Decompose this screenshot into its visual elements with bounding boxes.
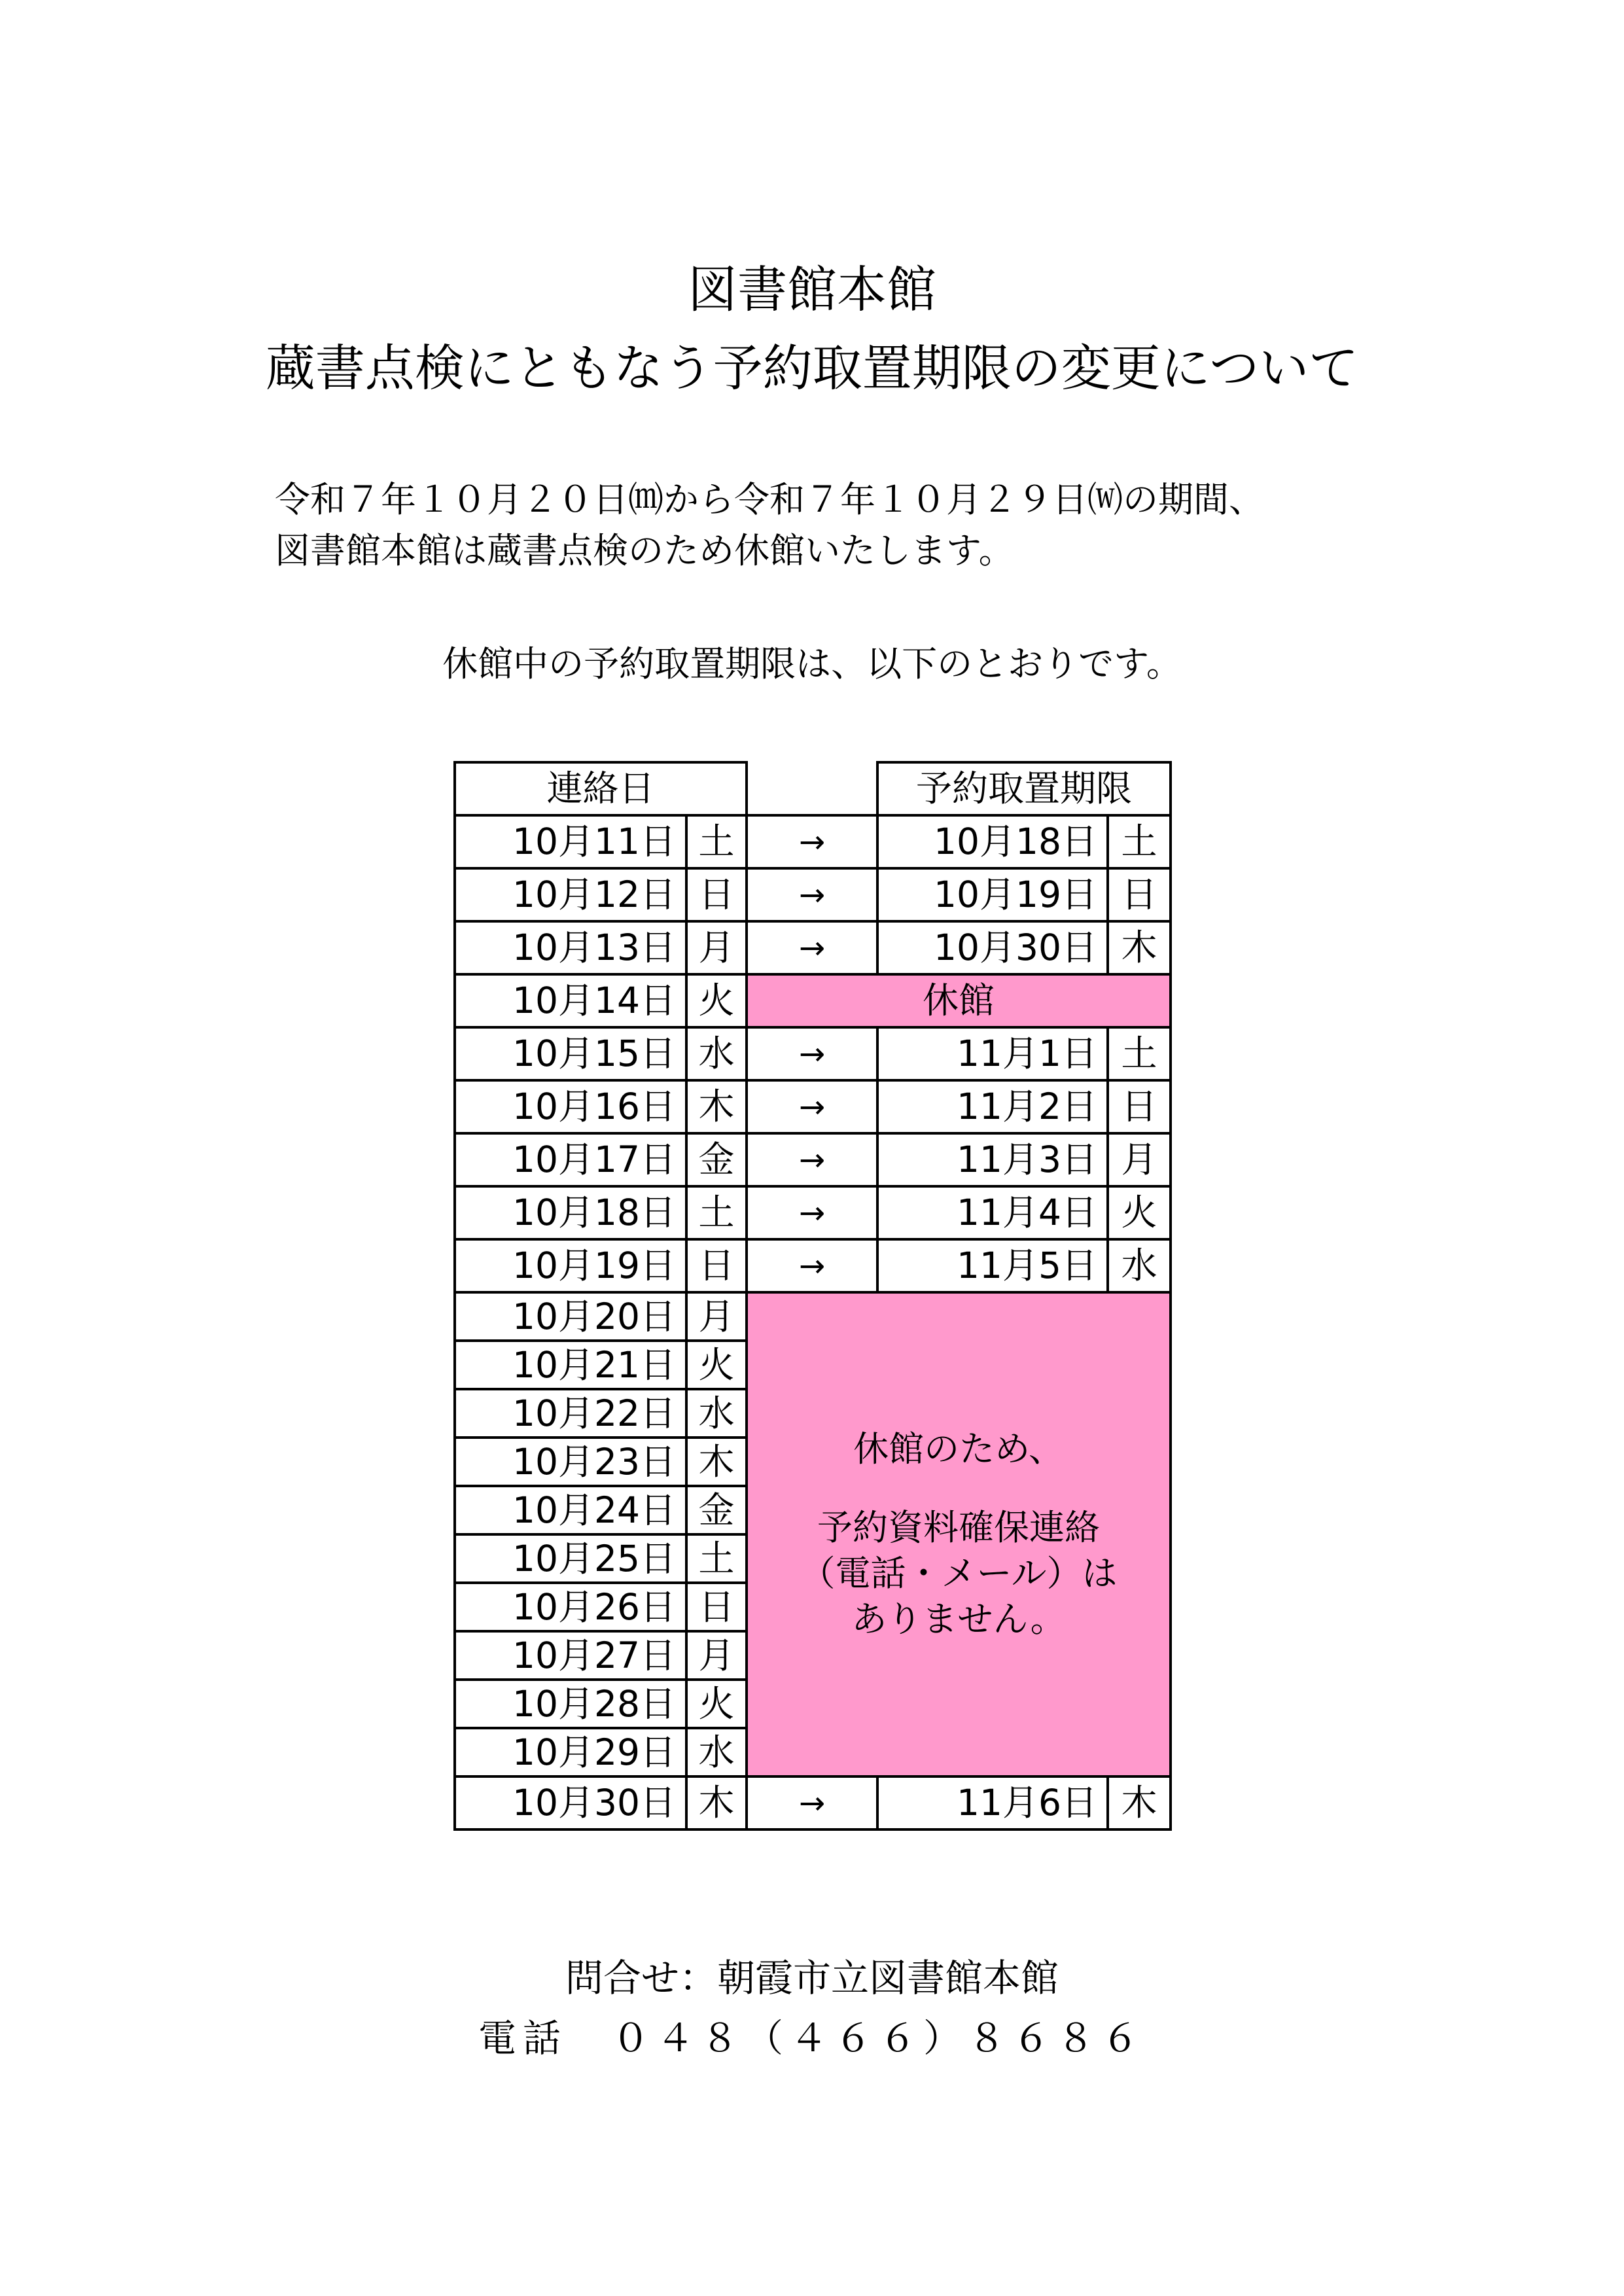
deadline-date: 11月5日 xyxy=(877,1239,1108,1292)
contact-date: 10月27日 xyxy=(455,1631,686,1680)
deadline-date: 10月18日 xyxy=(877,815,1108,868)
contact-day: 月 xyxy=(686,921,747,974)
contact-day: 木 xyxy=(686,1438,747,1486)
contact-date: 10月23日 xyxy=(455,1438,686,1486)
intro-line-2: 図書館本館は蔵書点検のため休館いたします。 xyxy=(275,530,1014,571)
arrow-icon: → xyxy=(747,1133,877,1186)
contact-day: 日 xyxy=(686,1239,747,1292)
table-row xyxy=(455,1027,1171,1080)
contact-date: 10月11日 xyxy=(455,815,686,868)
table-row xyxy=(455,1776,1171,1829)
contact-day: 金 xyxy=(686,1133,747,1186)
arrow-icon: → xyxy=(747,921,877,974)
deadline-day: 土 xyxy=(1108,815,1171,868)
arrow-icon: → xyxy=(747,868,877,921)
closed-notice-line-1: 休館のため、 xyxy=(853,1428,1064,1470)
contact-day: 日 xyxy=(686,868,747,921)
closed-label: 休館 xyxy=(747,974,1171,1027)
contact-date: 10月16日 xyxy=(455,1080,686,1133)
contact-day: 日 xyxy=(686,1583,747,1631)
contact-day: 水 xyxy=(686,1027,747,1080)
schedule-table xyxy=(453,761,1172,1831)
deadline-day: 月 xyxy=(1108,1133,1171,1186)
contact-date: 10月25日 xyxy=(455,1534,686,1583)
contact-day: 木 xyxy=(686,1080,747,1133)
deadline-date: 11月2日 xyxy=(877,1080,1108,1133)
table-row xyxy=(455,974,1171,1027)
contact-date: 10月24日 xyxy=(455,1486,686,1534)
contact-day: 土 xyxy=(686,815,747,868)
deadline-day: 土 xyxy=(1108,1027,1171,1080)
contact-day: 月 xyxy=(686,1631,747,1680)
contact-day: 土 xyxy=(686,1186,747,1239)
table-row xyxy=(455,815,1171,868)
intro-line-1: 令和７年１０月２０日⒨から令和７年１０月２９日⒲の期間、 xyxy=(275,479,1264,520)
contact-date: 10月14日 xyxy=(455,974,686,1027)
contact-date: 10月30日 xyxy=(455,1776,686,1829)
contact-day: 火 xyxy=(686,1341,747,1389)
deadline-date: 10月19日 xyxy=(877,868,1108,921)
closed-notice-line-3: （電話・メール）は xyxy=(800,1553,1118,1594)
deadline-date: 11月1日 xyxy=(877,1027,1108,1080)
deadline-date: 10月30日 xyxy=(877,921,1108,974)
table-row xyxy=(455,1080,1171,1133)
deadline-date: 11月4日 xyxy=(877,1186,1108,1239)
phone-number: 電話 ０４８（４６６）８６８６ xyxy=(478,2016,1146,2060)
arrow-icon: → xyxy=(747,1776,877,1829)
contact-day: 木 xyxy=(686,1776,747,1829)
contact-date: 10月21日 xyxy=(455,1341,686,1389)
deadline-date: 11月6日 xyxy=(877,1776,1108,1829)
contact-day: 月 xyxy=(686,1292,747,1341)
contact-day: 火 xyxy=(686,974,747,1027)
header-contact-date: 連絡日 xyxy=(455,762,747,815)
contact-date: 10月20日 xyxy=(455,1292,686,1341)
table-row xyxy=(455,1239,1171,1292)
deadline-day: 火 xyxy=(1108,1186,1171,1239)
table-row xyxy=(455,1133,1171,1186)
schedule-note: 休館中の予約取置期限は、以下のとおりです。 xyxy=(442,643,1182,684)
table-header-row xyxy=(455,762,1171,815)
contact-day: 火 xyxy=(686,1680,747,1728)
header-hold-deadline: 予約取置期限 xyxy=(877,762,1171,815)
deadline-day: 水 xyxy=(1108,1239,1171,1292)
contact-date: 10月26日 xyxy=(455,1583,686,1631)
contact-date: 10月29日 xyxy=(455,1728,686,1776)
page-subtitle: 蔵書点検にともなう予約取置期限の変更について xyxy=(265,339,1359,397)
arrow-icon: → xyxy=(747,1080,877,1133)
arrow-icon: → xyxy=(747,1186,877,1239)
page-title: 図書館本館 xyxy=(688,260,936,319)
contact-date: 10月13日 xyxy=(455,921,686,974)
intro-paragraph xyxy=(275,474,1264,576)
closed-notice-line-2: 予約資料確保連絡 xyxy=(817,1507,1100,1548)
contact-day: 水 xyxy=(686,1389,747,1438)
table-row xyxy=(455,921,1171,974)
arrow-icon: → xyxy=(747,1239,877,1292)
arrow-icon: → xyxy=(747,1027,877,1080)
deadline-date: 11月3日 xyxy=(877,1133,1108,1186)
contact-date: 10月28日 xyxy=(455,1680,686,1728)
contact-date: 10月22日 xyxy=(455,1389,686,1438)
deadline-day: 日 xyxy=(1108,868,1171,921)
deadline-day: 木 xyxy=(1108,921,1171,974)
closed-notice xyxy=(747,1292,1171,1776)
contact-info: 問合せ：朝霞市立図書館本館 xyxy=(565,1956,1059,2000)
closed-notice-line-4: ありません。 xyxy=(851,1598,1066,1640)
table-row xyxy=(455,868,1171,921)
contact-day: 土 xyxy=(686,1534,747,1583)
contact-date: 10月19日 xyxy=(455,1239,686,1292)
deadline-day: 木 xyxy=(1108,1776,1171,1829)
contact-date: 10月17日 xyxy=(455,1133,686,1186)
header-arrow-cell xyxy=(747,762,877,815)
contact-day: 金 xyxy=(686,1486,747,1534)
table-row xyxy=(455,1292,1171,1341)
contact-day: 水 xyxy=(686,1728,747,1776)
deadline-day: 日 xyxy=(1108,1080,1171,1133)
arrow-icon: → xyxy=(747,815,877,868)
contact-date: 10月12日 xyxy=(455,868,686,921)
contact-date: 10月18日 xyxy=(455,1186,686,1239)
contact-date: 10月15日 xyxy=(455,1027,686,1080)
table-row xyxy=(455,1186,1171,1239)
